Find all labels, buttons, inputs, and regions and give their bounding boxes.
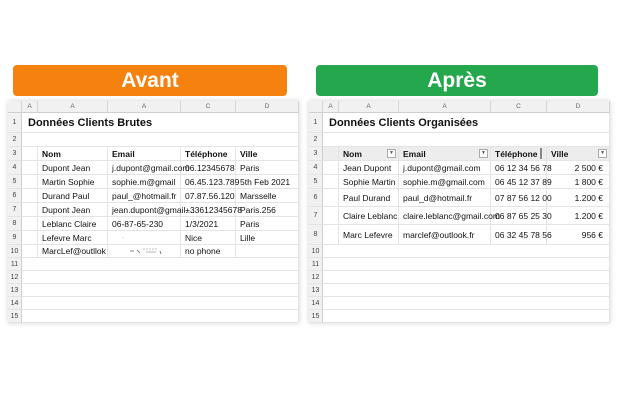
cell[interactable] xyxy=(22,147,38,161)
header-cell-name[interactable]: Nom xyxy=(38,147,108,161)
row-number[interactable]: 2 xyxy=(8,133,22,147)
header-cell-city[interactable]: Ville xyxy=(236,147,299,161)
corner-cell[interactable] xyxy=(309,101,323,113)
column-header[interactable]: A xyxy=(323,101,339,113)
cell-city[interactable]: Paris.256 xyxy=(236,203,299,217)
cell-phone[interactable]: 07 87 56 12 00 xyxy=(491,189,547,207)
cell-email[interactable]: sophie.m@gmail.com xyxy=(399,175,491,189)
row-number[interactable]: 5 xyxy=(8,175,22,189)
cell-phone[interactable]: 06 45 12 37 89 xyxy=(491,175,547,189)
header-cell-city[interactable] xyxy=(547,147,610,161)
row-number[interactable]: 10 xyxy=(8,245,22,258)
cell-phone[interactable]: +33612345678 xyxy=(181,203,236,217)
cell-email[interactable]: paul_@hotmail.fr xyxy=(108,189,181,203)
cell-city[interactable]: Paris xyxy=(236,161,299,175)
cell-email-garbled[interactable] xyxy=(108,245,181,258)
sheet-title[interactable]: Données Clients Brutes xyxy=(22,113,299,133)
corner-cell[interactable] xyxy=(8,101,22,113)
row-number[interactable]: 3 xyxy=(8,147,22,161)
cell-name[interactable]: Paul Durand xyxy=(339,189,399,207)
cell-phone[interactable]: 06 32 45 78 56 xyxy=(491,225,547,245)
cell-name[interactable]: Marc Lefevre xyxy=(339,225,399,245)
empty-row[interactable] xyxy=(22,133,299,147)
cell[interactable] xyxy=(22,203,38,217)
column-header[interactable]: C xyxy=(181,101,236,113)
column-header[interactable]: D xyxy=(236,101,299,113)
cell-amount[interactable]: 956 € xyxy=(547,225,610,245)
cell-phone[interactable]: 07.87.56.120 xyxy=(181,189,236,203)
cell-city[interactable]: Paris xyxy=(236,217,299,231)
cell[interactable] xyxy=(22,217,38,231)
column-header[interactable]: A xyxy=(399,101,491,113)
cell-name[interactable]: Leblanc Claire xyxy=(38,217,108,231)
column-header[interactable]: A xyxy=(38,101,108,113)
empty-row[interactable] xyxy=(22,310,299,323)
cell-phone[interactable]: 06.12345678 xyxy=(181,161,236,175)
cell-name[interactable]: Jean Dupont xyxy=(339,161,399,175)
row-number[interactable]: 12 xyxy=(309,271,323,284)
garbled-text-mark xyxy=(128,247,168,255)
row-number[interactable]: 4 xyxy=(8,161,22,175)
cell-name[interactable]: MarcLef@outllok xyxy=(38,245,108,258)
empty-row[interactable] xyxy=(323,258,610,271)
cell-city[interactable]: Marsselle xyxy=(236,189,299,203)
empty-row[interactable] xyxy=(323,310,610,323)
row-number[interactable]: 4 xyxy=(309,161,323,175)
cell-amount[interactable]: 1 800 € xyxy=(547,175,610,189)
cell-phone[interactable]: 06 12 34 56 78 xyxy=(491,161,547,175)
row-number[interactable]: 6 xyxy=(8,189,22,203)
row-number[interactable]: 6 xyxy=(309,189,323,207)
header-label: Téléphone xyxy=(495,148,538,159)
header-label: Ville xyxy=(551,148,569,159)
sheet-title[interactable]: Données Clients Organisées xyxy=(323,113,610,133)
header-cell-phone[interactable]: Téléphone xyxy=(181,147,236,161)
empty-row[interactable] xyxy=(22,284,299,297)
cell-email[interactable]: 06-87-65-230 xyxy=(108,217,181,231)
cell-name[interactable]: Durand Paul xyxy=(38,189,108,203)
row-number[interactable]: 13 xyxy=(8,284,22,297)
cell-phone[interactable]: 1/3/2021 xyxy=(181,217,236,231)
row-number[interactable]: 14 xyxy=(8,297,22,310)
row-number[interactable]: 2 xyxy=(309,133,323,147)
cell-name[interactable]: Martin Sophie xyxy=(38,175,108,189)
empty-row[interactable] xyxy=(323,245,610,258)
filter-dropdown-icon[interactable] xyxy=(540,148,542,159)
cell-phone[interactable]: no phone xyxy=(181,245,236,258)
filter-dropdown-icon[interactable]: ▼ xyxy=(598,149,607,158)
cell-name[interactable]: Dupont Jean xyxy=(38,161,108,175)
cell-city[interactable]: 5th Feb 2021 xyxy=(236,175,299,189)
cell-email[interactable]: marclef@outlook.fr xyxy=(399,225,491,245)
cell[interactable] xyxy=(22,189,38,203)
row-number[interactable]: 8 xyxy=(309,225,323,245)
header-cell-phone[interactable] xyxy=(491,147,547,161)
cell-email[interactable]: paul_d@hotmail.fr xyxy=(399,189,491,207)
cell[interactable] xyxy=(323,161,339,175)
cell[interactable] xyxy=(323,147,339,161)
row-number[interactable]: 1 xyxy=(8,113,22,133)
row-number[interactable]: 9 xyxy=(8,231,22,245)
empty-row[interactable] xyxy=(323,297,610,310)
cell[interactable] xyxy=(22,231,38,245)
cell[interactable] xyxy=(323,175,339,189)
row-number[interactable]: 14 xyxy=(309,297,323,310)
before-banner: Avant xyxy=(13,65,287,96)
row-number[interactable]: 10 xyxy=(309,245,323,258)
cell-email[interactable]: claire.leblanc@gmail.com xyxy=(399,207,491,225)
row-number[interactable]: 12 xyxy=(8,271,22,284)
cell-city[interactable] xyxy=(236,245,299,258)
column-header[interactable]: A xyxy=(22,101,38,113)
row-number[interactable]: 15 xyxy=(8,310,22,323)
cell-name[interactable]: Lefevre Marc xyxy=(38,231,108,245)
garbled-mark: · xyxy=(122,234,124,241)
header-cell-email[interactable]: Email xyxy=(108,147,181,161)
cell-email-garbled[interactable] xyxy=(108,231,181,245)
cell-amount[interactable]: 2 500 € xyxy=(547,161,610,175)
row-number[interactable]: 15 xyxy=(309,310,323,323)
row-number[interactable]: 7 xyxy=(309,207,323,225)
cell[interactable] xyxy=(22,161,38,175)
cell-email[interactable]: j.dupont@gmail.com xyxy=(399,161,491,175)
cell[interactable] xyxy=(323,225,339,245)
cell-name[interactable]: Sophie Martin xyxy=(339,175,399,189)
row-number[interactable]: 11 xyxy=(309,258,323,271)
header-label: Nom xyxy=(343,148,362,159)
cell-phone[interactable]: 06 87 65 25 30 xyxy=(491,207,547,225)
row-number[interactable]: 7 xyxy=(8,203,22,217)
cell-amount[interactable]: 1.200 € xyxy=(547,189,610,207)
after-banner: Après xyxy=(316,65,598,96)
cell-name[interactable]: Claire Leblanc xyxy=(339,207,399,225)
cell-city[interactable]: Lille xyxy=(236,231,299,245)
header-label: Email xyxy=(403,148,426,159)
empty-row[interactable] xyxy=(323,271,610,284)
empty-row[interactable] xyxy=(323,284,610,297)
column-header[interactable]: A xyxy=(108,101,181,113)
row-number[interactable]: 8 xyxy=(8,217,22,231)
cell-email[interactable]: sophie.m@gmail xyxy=(108,175,181,189)
cell[interactable] xyxy=(323,189,339,207)
empty-row[interactable] xyxy=(323,133,610,147)
cell-email[interactable]: j.dupont@gmail.com xyxy=(108,161,181,175)
cell[interactable] xyxy=(22,245,38,258)
cell[interactable] xyxy=(22,175,38,189)
organized-data-spreadsheet xyxy=(309,101,610,323)
empty-row[interactable] xyxy=(22,271,299,284)
column-header[interactable]: D xyxy=(547,101,610,113)
filter-dropdown-icon[interactable]: ▼ xyxy=(479,149,488,158)
column-header[interactable]: A xyxy=(339,101,399,113)
cell-phone[interactable]: 06.45.123.789 xyxy=(181,175,236,189)
row-number[interactable]: 5 xyxy=(309,175,323,189)
cell[interactable] xyxy=(323,207,339,225)
cell-email[interactable]: jean.dupont@gmail.... xyxy=(108,203,181,217)
column-header[interactable]: C xyxy=(491,101,547,113)
row-number[interactable]: 11 xyxy=(8,258,22,271)
row-number[interactable]: 13 xyxy=(309,284,323,297)
row-number[interactable]: 1 xyxy=(309,113,323,133)
empty-row[interactable] xyxy=(22,258,299,271)
cell-amount[interactable]: 1.200 € xyxy=(547,207,610,225)
row-number[interactable]: 3 xyxy=(309,147,323,161)
cell-name[interactable]: Dupont Jean xyxy=(38,203,108,217)
raw-data-spreadsheet xyxy=(8,101,299,323)
empty-row[interactable] xyxy=(22,297,299,310)
cell-phone[interactable]: Nice xyxy=(181,231,236,245)
header-cell-name[interactable] xyxy=(339,147,399,161)
filter-dropdown-icon[interactable]: ▼ xyxy=(387,149,396,158)
header-cell-email[interactable] xyxy=(399,147,491,161)
